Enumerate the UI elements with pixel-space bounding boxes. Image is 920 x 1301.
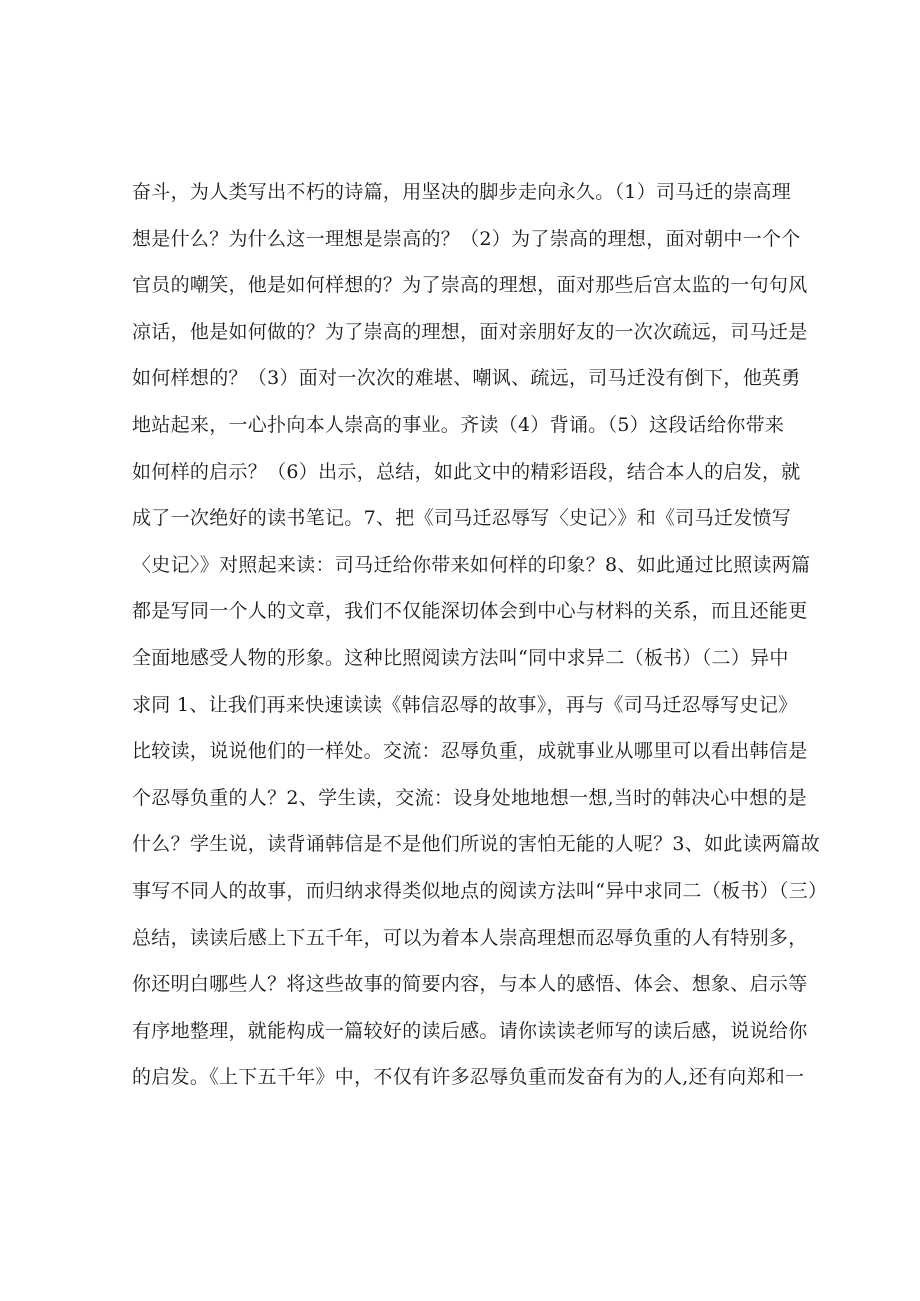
text-line: 有序地整理，就能构成一篇较好的读后感。请你读读老师写的读后感，说说给你: [132, 1019, 808, 1042]
text-line: 都是写同一个人的文章，我们不仅能深切体会到中心与材料的关系，而且还能更: [132, 600, 808, 623]
text-line: 总结，读读后感上下五千年，可以为着本人崇高理想而忍辱负重的人有特别多，: [132, 926, 808, 949]
text-line: 个忍辱负重的人？2、学生读，交流：设身处地地想一想,当时的韩决心中想的是: [132, 786, 807, 809]
text-line: 全面地感受人物的形象。这种比照阅读方法叫“同中求异二（板书）（二）异中: [132, 646, 789, 669]
text-line: 的启发。《上下五千年》中，不仅有许多忍辱负重而发奋有为的人,还有向郑和一: [132, 1066, 805, 1089]
text-line: 求同 1、让我们再来快速读读《韩信忍辱的故事》，再与《司马迁忍辱写史记》: [132, 693, 798, 716]
text-line: 奋斗，为人类写出不朽的诗篇，用坚决的脚步走向永久。（1）司马迁的崇高理: [132, 181, 792, 203]
text-line: 成了一次绝好的读书笔记。7、把《司马迁忍辱写〈史记〉》和《司马迁发愤写: [132, 507, 792, 530]
text-line: 〈史记〉》对照起来读：司马迁给你带来如何样的印象？8、如此通过比照读两篇: [132, 553, 811, 576]
text-line: 如何样想的？（3）面对一次次的难堪、嘲讽、疏远，司马迁没有倒下，他英勇: [132, 367, 801, 390]
text-line: 你还明白哪些人？将这些故事的简要内容，与本人的感悟、体会、想象、启示等: [132, 973, 808, 996]
text-line: 官员的嘲笑，他是如何样想的？为了崇高的理想，面对那些后宫太监的一句句风: [132, 274, 808, 297]
text-line: 比较读，说说他们的一样处。交流：忍辱负重，成就事业从哪里可以看出韩信是: [132, 740, 808, 763]
text-line: 地站起来，一心扑向本人崇高的事业。齐读（4）背诵。（5）这段话给你带来: [132, 413, 785, 436]
text-line: 事写不同人的故事，而归纳求得类似地点的阅读方法叫“异中求同二（板书）（三）: [132, 879, 828, 902]
text-line: 凉话，他是如何做的？为了崇高的理想，面对亲朋好友的一次次疏远，司马迁是: [132, 320, 808, 343]
body-text: [132, 181, 827, 1113]
text-line: 如何样的启示？（6）出示，总结，如此文中的精彩语段，结合本人的启发，就: [132, 460, 801, 483]
text-line: 什么？学生说，读背诵韩信是不是他们所说的害怕无能的人呢？3、如此读两篇故: [132, 833, 820, 856]
text-line: 想是什么？为什么这一理想是崇高的？（2）为了崇高的理想，面对朝中一个个: [132, 227, 801, 250]
